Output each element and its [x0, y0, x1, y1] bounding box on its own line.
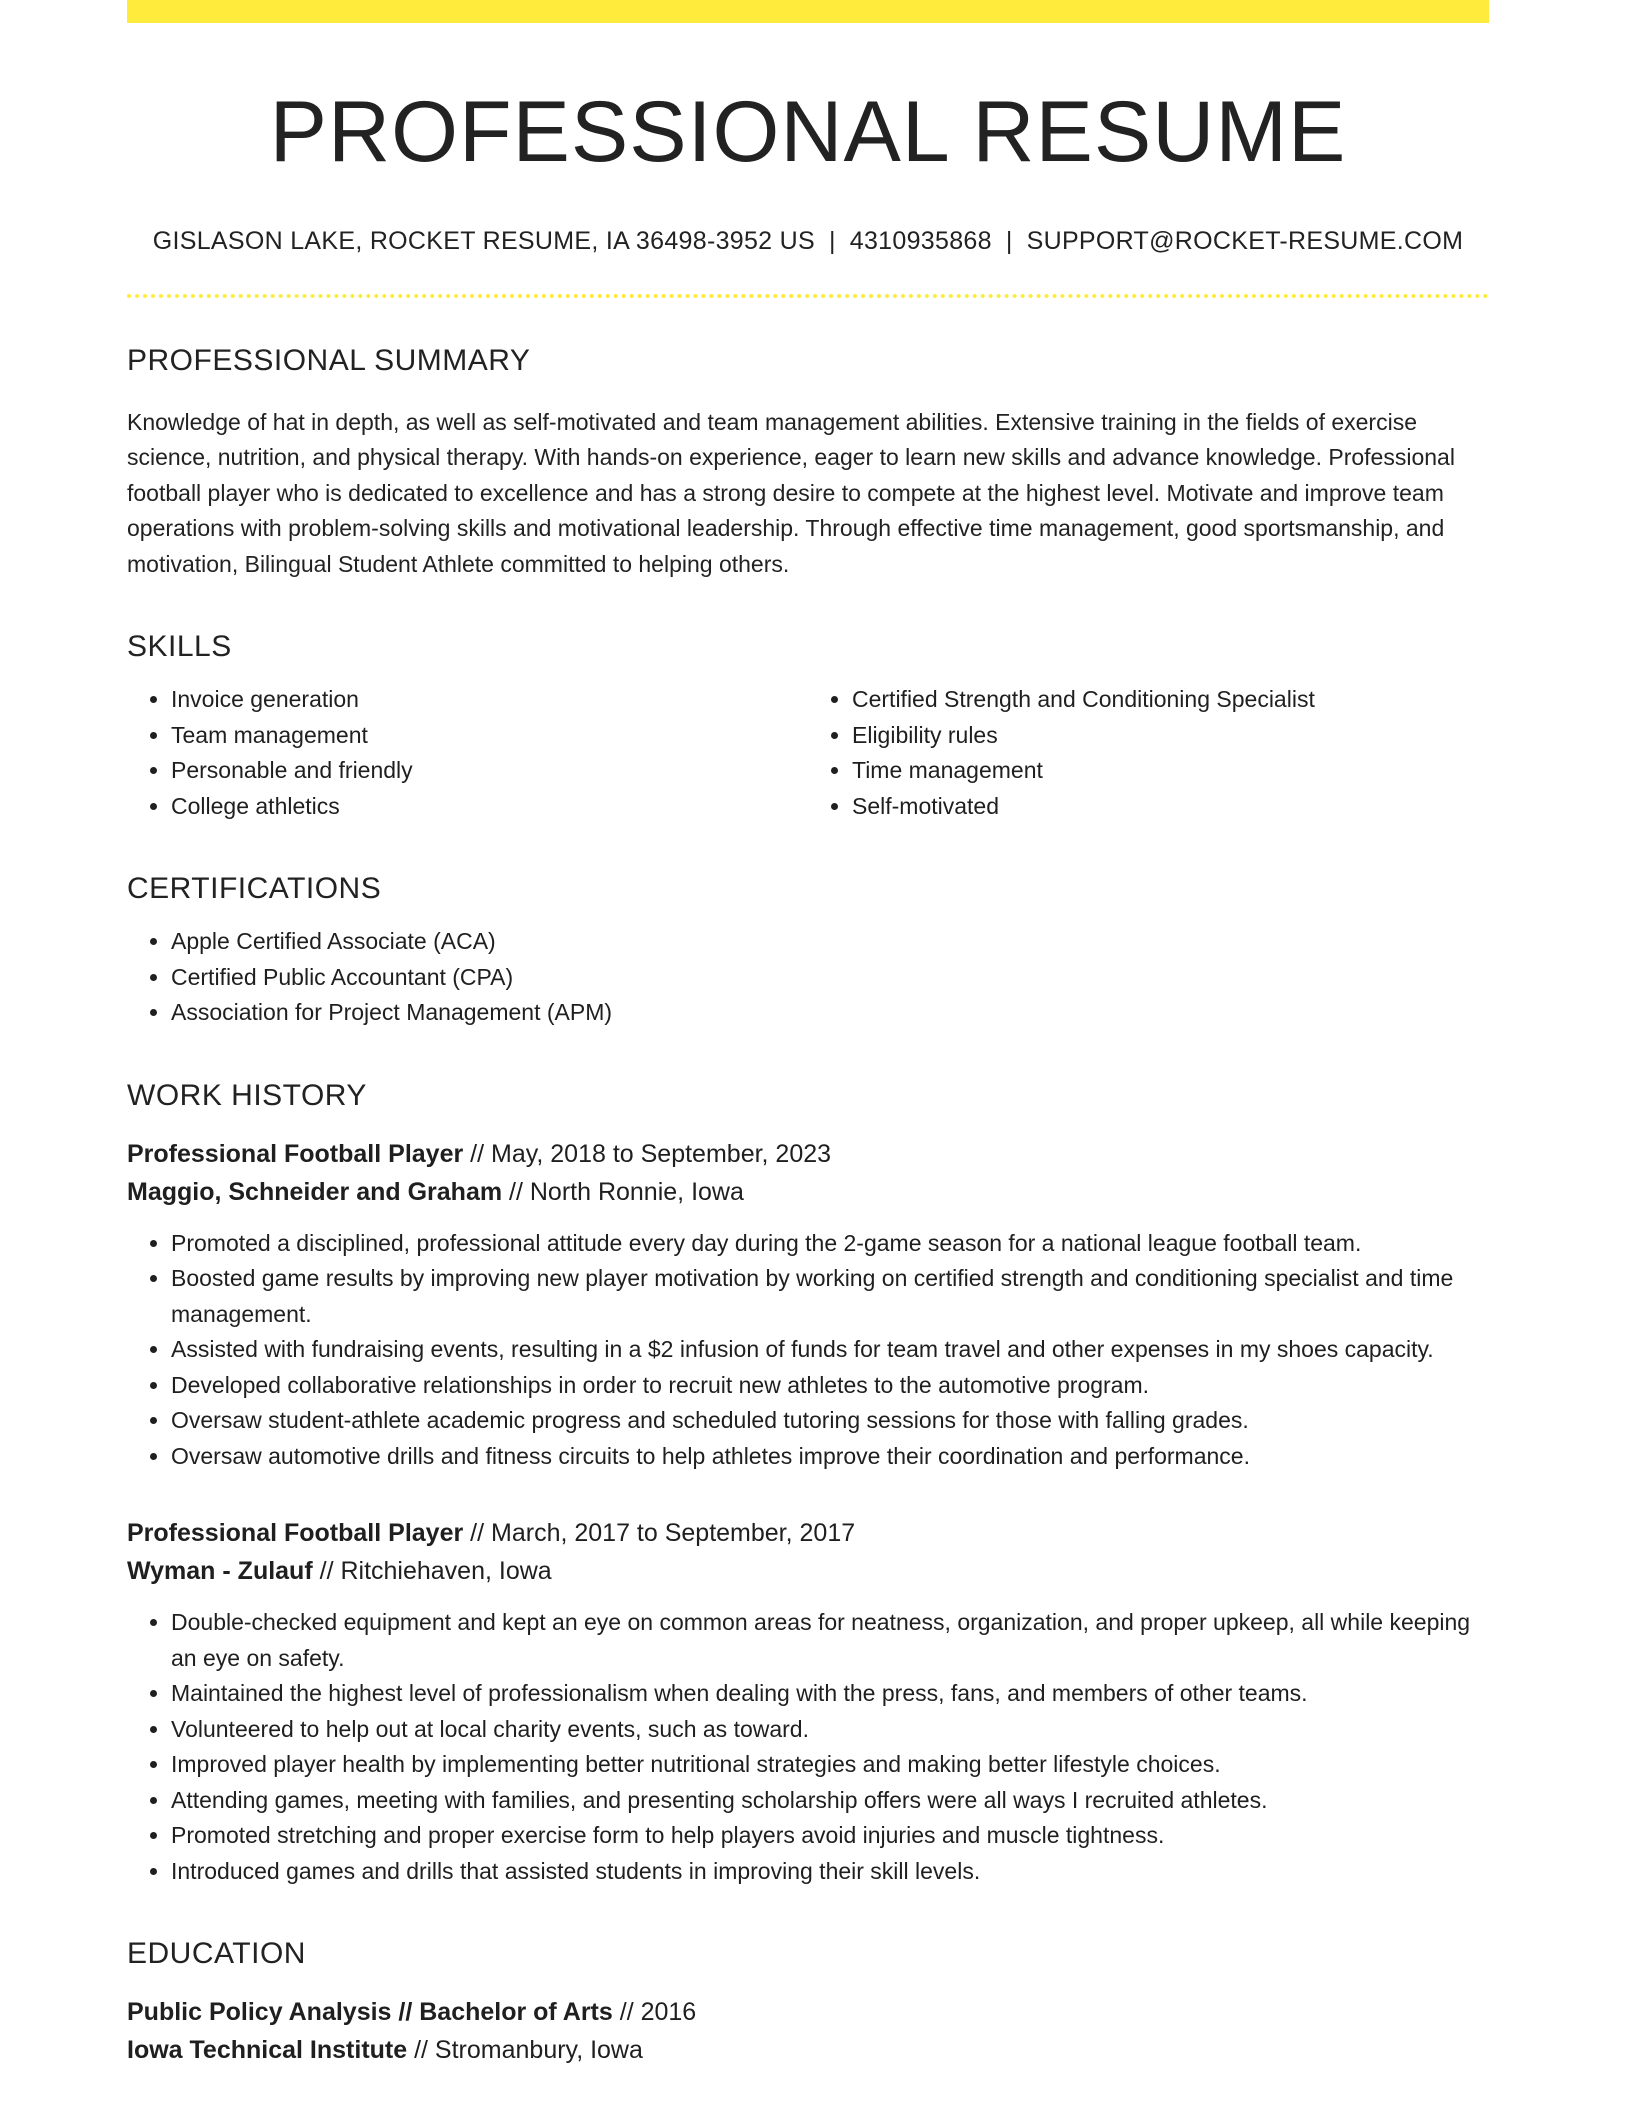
job-bullet: • Boosted game results by improving new player motivation by working on certified strength and conditioning specialist and time management.	[171, 1261, 1489, 1332]
skill-item: • Certified Strength and Conditioning Specialist	[852, 682, 1489, 718]
job-dates: // March, 2017 to September, 2017	[470, 1519, 856, 1548]
skills-grid	[127, 682, 1489, 824]
skills-heading: SKILLS	[127, 630, 232, 664]
certifications-heading: CERTIFICATIONS	[127, 872, 382, 906]
phone[interactable]: 4310935868	[849, 226, 992, 255]
education-degree: Public Policy Analysis // Bachelor of Arts	[127, 1998, 613, 2027]
skills-list-left	[127, 682, 808, 824]
skill-item: • Personable and friendly	[171, 753, 808, 789]
certification-item: • Apple Certified Associate (ACA)	[171, 924, 1489, 960]
job-bullet: • Attending games, meeting with families, and presenting scholarship offers were all ways I recruited athletes.	[171, 1783, 1489, 1819]
separator: |	[1005, 226, 1013, 255]
job-bullet: • Improved player health by implementing better nutritional strategies and making better lifestyle choices.	[171, 1747, 1489, 1783]
work-history-heading: WORK HISTORY	[127, 1078, 367, 1112]
email[interactable]: SUPPORT@ROCKET-RESUME.COM	[1026, 226, 1464, 255]
education-heading: EDUCATION	[127, 1937, 306, 1971]
skills-list-right	[808, 682, 1489, 824]
address: GISLASON LAKE, ROCKET RESUME, IA 36498-3952 US	[152, 226, 815, 255]
job-bullets	[127, 1226, 1489, 1475]
education-location: // Stromanbury, Iowa	[414, 2036, 643, 2065]
dotted-divider	[127, 294, 1489, 298]
education-school: Iowa Technical Institute	[127, 2036, 408, 2065]
job-bullet: • Promoted stretching and proper exercise form to help players avoid injuries and muscle tightness.	[171, 1818, 1489, 1854]
job-bullet: • Introduced games and drills that assisted students in improving their skill levels.	[171, 1854, 1489, 1890]
job-bullet: • Developed collaborative relationships in order to recruit new athletes to the automotive program.	[171, 1368, 1489, 1404]
resume-page	[127, 0, 1489, 2069]
job-bullets	[127, 1605, 1489, 1889]
resume-title: PROFESSIONAL RESUME	[269, 84, 1347, 180]
separator: |	[828, 226, 836, 255]
job-bullet: • Assisted with fundraising events, resulting in a $2 infusion of funds for team travel and other expenses in my shoes capacity.	[171, 1332, 1489, 1368]
accent-bar	[127, 0, 1489, 23]
skill-item: • College athletics	[171, 789, 808, 825]
education-year: // 2016	[619, 1998, 697, 2027]
job-bullet: • Oversaw automotive drills and fitness circuits to help athletes improve their coordination and performance.	[171, 1439, 1489, 1475]
job-title: Professional Football Player	[127, 1139, 464, 1168]
job-bullet: • Maintained the highest level of professionalism when dealing with the press, fans, and members of other teams.	[171, 1676, 1489, 1712]
job-dates: // May, 2018 to September, 2023	[470, 1139, 832, 1168]
skill-item: • Time management	[852, 753, 1489, 789]
education-entry	[127, 1993, 1489, 2069]
certification-item: • Certified Public Accountant (CPA)	[171, 960, 1489, 996]
skill-item: • Invoice generation	[171, 682, 808, 718]
job-bullet: • Volunteered to help out at local charity events, such as toward.	[171, 1712, 1489, 1748]
certification-item: • Association for Project Management (APM)	[171, 995, 1489, 1031]
job-location: // Ritchiehaven, Iowa	[319, 1557, 552, 1586]
skill-item: • Self-motivated	[852, 789, 1489, 825]
summary-text: Knowledge of hat in depth, as well as self-motivated and team management abilities. Extensive training in the fields of exercise science, nutrition, and physical therapy. With hands-on experience, eager to learn new skills and advance knowledge. Professional football player who is dedicated to excellence and has a strong desire to compete at the highest level. Motivate and improve team operations with problem-solving skills and motivational leadership. Through effective time management, good sportsmanship, and motivation, Bilingual Student Athlete committed to helping others.	[127, 408, 1455, 577]
contact-line	[127, 227, 1489, 256]
job-bullet: • Double-checked equipment and kept an eye on common areas for neatness, organization, and proper upkeep, all while keeping an eye on safety.	[171, 1605, 1489, 1676]
job-bullet: • Promoted a disciplined, professional attitude every day during the 2-game season for a national league football team.	[171, 1226, 1489, 1262]
skill-item: • Eligibility rules	[852, 718, 1489, 754]
job-location: // North Ronnie, Iowa	[509, 1177, 744, 1206]
job-header	[127, 1514, 1489, 1590]
job-bullet: • Oversaw student-athlete academic progress and scheduled tutoring sessions for those with falling grades.	[171, 1403, 1489, 1439]
certifications-list	[127, 924, 1489, 1031]
job-title: Professional Football Player	[127, 1519, 464, 1548]
skill-item: • Team management	[171, 718, 808, 754]
job-header	[127, 1135, 1489, 1211]
job-company: Maggio, Schneider and Graham	[127, 1177, 503, 1206]
summary-heading: PROFESSIONAL SUMMARY	[127, 343, 531, 377]
job-company: Wyman - Zulauf	[127, 1557, 313, 1586]
